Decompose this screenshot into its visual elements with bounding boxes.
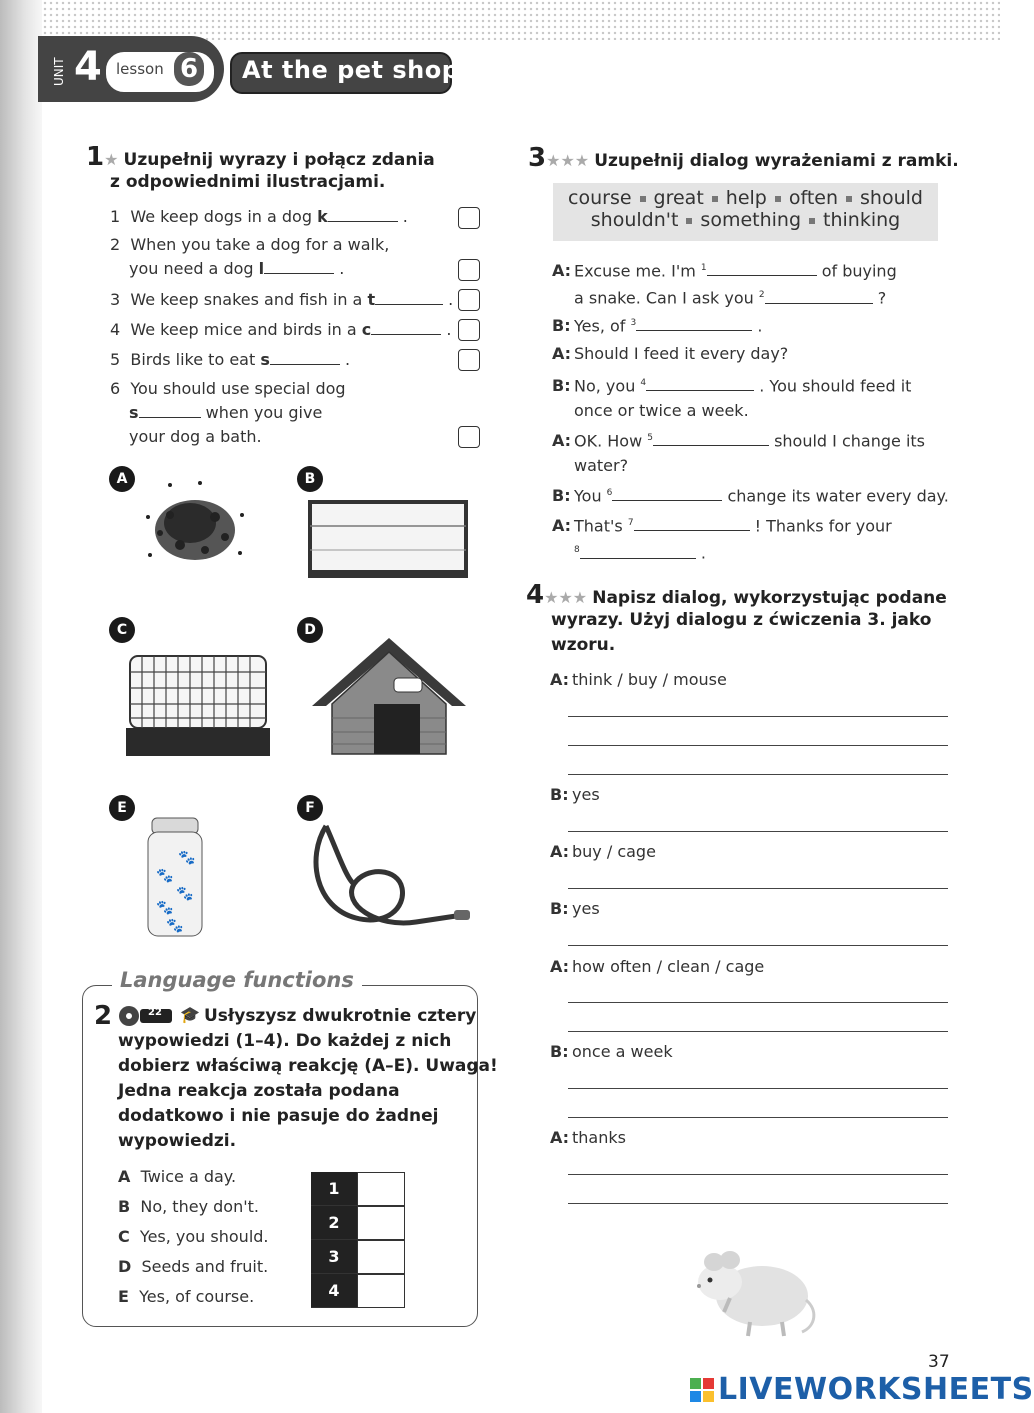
ex4-prompt-1: A: think / buy / mouse bbox=[550, 670, 727, 689]
star-icon: ★★★ bbox=[546, 151, 590, 170]
unit-label: UNIT bbox=[52, 57, 66, 86]
unit-number: 4 bbox=[74, 44, 102, 90]
image-label-f: F bbox=[297, 795, 323, 821]
dialog-line-4: B: No, you $^4$ . You should feed it once or twice a week. bbox=[552, 376, 912, 421]
dialog-line-3: A: Should I feed it every day? bbox=[552, 344, 789, 363]
exercise-1-instruction: Uzupełnij wyrazy i połącz zdania bbox=[123, 150, 435, 170]
answer-row: 1 bbox=[311, 1172, 405, 1206]
exercise-2-instruction-line4: Jedna reakcja została podana bbox=[118, 1081, 400, 1101]
answer-row: 3 bbox=[311, 1240, 405, 1274]
ex4-prompt-2: B: yes bbox=[550, 785, 600, 804]
match-answer-box-4[interactable] bbox=[458, 319, 480, 341]
ex4-prompt-3: A: buy / cage bbox=[550, 842, 656, 861]
exercise-number: 2 bbox=[94, 1001, 113, 1031]
ex2-option-c: C Yes, you should. bbox=[118, 1227, 269, 1246]
exercise-2-instruction-line3: dobierz właściwą reakcję (A–E). Uwaga! bbox=[118, 1056, 498, 1076]
exercise-2-instruction-line2: wypowiedzi (1–4). Do każdej z nich bbox=[118, 1031, 452, 1051]
ex1-item-5: 5 Birds like to eat s . bbox=[110, 350, 351, 369]
mouse-icon bbox=[690, 1240, 820, 1340]
ex1-item-3: 3 We keep snakes and fish in a t . bbox=[110, 290, 454, 309]
ex4-prompt-5: A: how often / clean / cage bbox=[550, 957, 765, 976]
exercise-4-instruction-line1: Napisz dialog, wykorzystując podane bbox=[592, 588, 947, 608]
seeds-icon bbox=[130, 475, 260, 575]
dialog-blank[interactable] bbox=[646, 374, 754, 391]
dialog-line-6: B: You $^6$ change its water every day. bbox=[552, 486, 949, 506]
answer-cell[interactable] bbox=[357, 1172, 405, 1205]
header-dot-band bbox=[42, 0, 1000, 40]
star-icon: ★ bbox=[104, 150, 119, 169]
exercise-1-instruction-line2: z odpowiednimi ilustracjami. bbox=[110, 172, 386, 192]
ex4-prompt-4: B: yes bbox=[550, 899, 600, 918]
answer-blank[interactable] bbox=[371, 318, 441, 335]
lesson-number: 6 bbox=[174, 52, 204, 86]
dialog-blank[interactable] bbox=[653, 429, 769, 446]
writing-line[interactable] bbox=[568, 945, 948, 946]
exam-cap-icon: 🎓 bbox=[180, 1005, 200, 1024]
writing-line[interactable] bbox=[568, 1088, 948, 1089]
answer-cell[interactable] bbox=[357, 1206, 405, 1239]
ex1-item-1: 1 We keep dogs in a dog k . bbox=[110, 207, 408, 226]
dialog-blank[interactable] bbox=[636, 314, 752, 331]
answer-blank[interactable] bbox=[264, 257, 334, 274]
word-box bbox=[553, 183, 938, 241]
exercise-4-instruction-line3: wzoru. bbox=[551, 635, 616, 655]
match-answer-box-5[interactable] bbox=[458, 349, 480, 371]
page-gutter-shadow bbox=[0, 0, 42, 1413]
writing-line[interactable] bbox=[568, 774, 948, 775]
page-title: At the pet shop bbox=[242, 56, 460, 84]
image-label-d: D bbox=[297, 617, 323, 643]
svg-text:🐾: 🐾 bbox=[178, 850, 196, 866]
match-answer-box-2[interactable] bbox=[458, 259, 480, 281]
answer-blank[interactable] bbox=[270, 348, 340, 365]
dialog-line-1: A: Excuse me. I'm $^1$ of buying a snake. Can I ask you $^2$ ? bbox=[552, 261, 897, 308]
dialog-blank[interactable] bbox=[634, 514, 750, 531]
ex4-prompt-6: B: once a week bbox=[550, 1042, 673, 1061]
audio-track-icon[interactable] bbox=[118, 1005, 174, 1027]
answer-blank[interactable] bbox=[139, 401, 201, 418]
writing-line[interactable] bbox=[568, 831, 948, 832]
exercise-3-heading bbox=[528, 143, 959, 174]
ex2-option-d: D Seeds and fruit. bbox=[118, 1257, 269, 1276]
word-box-line-2: shouldn't something thinking bbox=[590, 209, 901, 231]
match-answer-box-1[interactable] bbox=[458, 207, 480, 229]
ex1-item-6: 6 You should use special dog s when you give your dog a bath. bbox=[110, 379, 346, 446]
dialog-blank[interactable] bbox=[707, 259, 817, 276]
tank-icon bbox=[306, 496, 470, 580]
exercise-number: 3 bbox=[528, 143, 547, 173]
word-box-line-1: course great help often should bbox=[568, 187, 923, 209]
audio-track-number: 22 bbox=[148, 1007, 162, 1018]
exercise-4-instruction-line2: wyrazy. Użyj dialogu z ćwiczenia 3. jako bbox=[551, 610, 932, 630]
answer-row: 4 bbox=[311, 1274, 405, 1308]
page-number: 37 bbox=[928, 1352, 950, 1372]
svg-text:🐾: 🐾 bbox=[156, 900, 174, 916]
dialog-line-5: A: OK. How $^5$ should I change its water? bbox=[552, 431, 925, 476]
dialog-line-2: B: Yes, of $^3$ . bbox=[552, 316, 763, 336]
image-label-e: E bbox=[109, 795, 135, 821]
dialog-blank[interactable] bbox=[580, 542, 696, 559]
writing-line[interactable] bbox=[568, 1174, 948, 1175]
answer-blank[interactable] bbox=[375, 288, 443, 305]
match-answer-box-6[interactable] bbox=[458, 426, 480, 448]
leash-icon bbox=[306, 818, 478, 938]
exercise-2-heading bbox=[94, 1001, 112, 1031]
star-icon: ★★★ bbox=[544, 588, 588, 607]
ex1-item-4: 4 We keep mice and birds in a c . bbox=[110, 320, 452, 339]
lesson-label: lesson bbox=[116, 60, 164, 78]
exercise-number: 1 bbox=[86, 142, 105, 172]
ex1-item-2: 2 When you take a dog for a walk, you need a dog l . bbox=[110, 235, 390, 278]
writing-line[interactable] bbox=[568, 1117, 948, 1118]
ex2-option-b: B No, they don't. bbox=[118, 1197, 259, 1216]
kennel-icon bbox=[308, 634, 470, 758]
answer-row: 2 bbox=[311, 1206, 405, 1240]
exercise-number: 4 bbox=[526, 580, 545, 610]
exercise-3-instruction: Uzupełnij dialog wyrażeniami z ramki. bbox=[594, 151, 959, 171]
svg-text:🐾: 🐾 bbox=[176, 886, 194, 902]
writing-line[interactable] bbox=[568, 1002, 948, 1003]
answer-cell[interactable] bbox=[357, 1240, 405, 1273]
ex4-prompt-7: A: thanks bbox=[550, 1128, 626, 1147]
cage-icon bbox=[124, 650, 272, 758]
exercise-2-instruction-line5: dodatkowo i nie pasuje do żadnej bbox=[118, 1106, 439, 1126]
writing-line[interactable] bbox=[568, 1203, 948, 1204]
exercise-1-heading bbox=[86, 142, 435, 173]
dialog-line-7: A: That's $^7$ ! Thanks for your $^8$ . bbox=[552, 516, 892, 563]
answer-blank[interactable] bbox=[328, 205, 398, 222]
liveworksheets-logo-icon bbox=[690, 1378, 714, 1402]
exercise-2-instruction-line1: Usłyszysz dwukrotnie cztery bbox=[204, 1006, 477, 1026]
image-label-c: C bbox=[109, 617, 135, 643]
exercise-4-heading bbox=[526, 580, 947, 611]
ex2-option-e: E Yes, of course. bbox=[118, 1287, 255, 1306]
exercise-2-instruction-line6: wypowiedzi. bbox=[118, 1131, 237, 1151]
dialog-blank[interactable] bbox=[612, 484, 722, 501]
brand-name: LIVEWORKSHEETS bbox=[718, 1372, 1034, 1407]
ex2-option-a: A Twice a day. bbox=[118, 1167, 237, 1186]
language-functions-title: Language functions bbox=[112, 968, 362, 992]
writing-line[interactable] bbox=[568, 1031, 948, 1032]
writing-line[interactable] bbox=[568, 716, 948, 717]
match-answer-box-3[interactable] bbox=[458, 289, 480, 311]
writing-line[interactable] bbox=[568, 888, 948, 889]
dialog-blank[interactable] bbox=[765, 287, 873, 304]
image-label-a: A bbox=[109, 466, 135, 492]
shampoo-icon bbox=[146, 812, 204, 938]
writing-line[interactable] bbox=[568, 745, 948, 746]
image-label-b: B bbox=[297, 466, 323, 492]
svg-text:🐾: 🐾 bbox=[166, 918, 184, 934]
ex2-answer-table bbox=[311, 1172, 405, 1304]
svg-text:🐾: 🐾 bbox=[156, 868, 174, 884]
answer-cell[interactable] bbox=[357, 1274, 405, 1307]
